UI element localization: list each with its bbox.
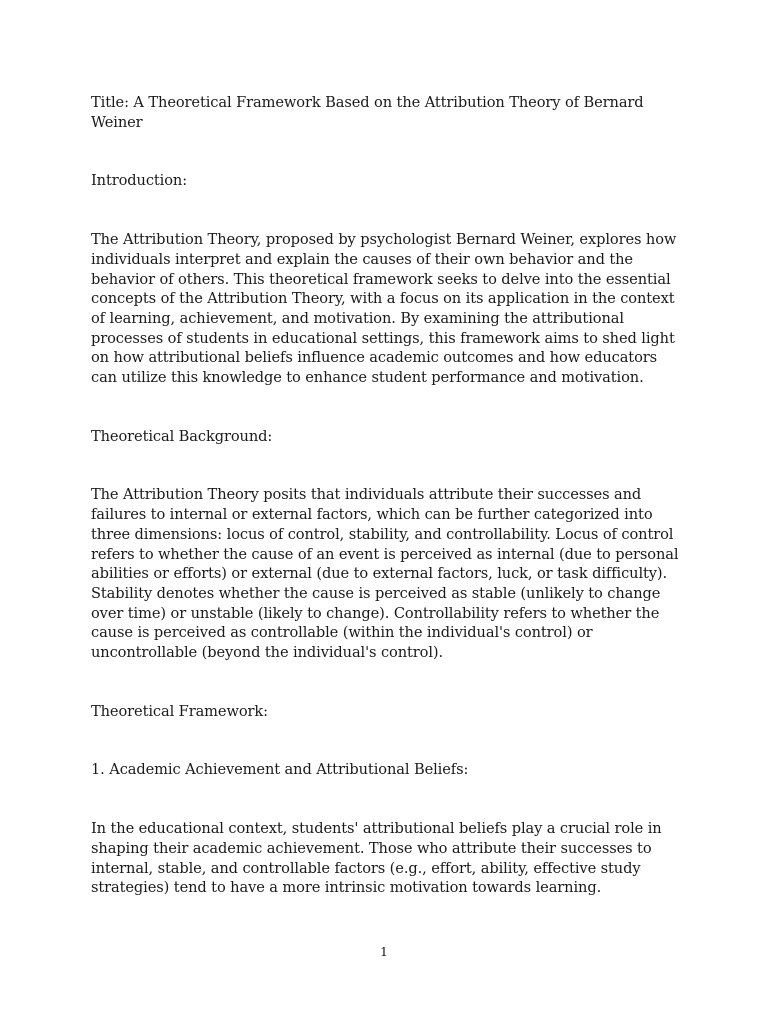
section1-paragraph: In the educational context, students' attributional beliefs play a crucial role in shaping their academic achievement. Those who attribute their successes to internal, stable, and controllable factors (e.g., effort, ability, effective study strategies) tend to have a more intrinsic motivation towards learning. — [91, 820, 662, 897]
background-heading: Theoretical Background: — [91, 427, 273, 445]
introduction-paragraph: The Attribution Theory, proposed by psychologist Bernard Weiner, explores how individuals interpret and explain the causes of their own behavior and the behavior of others. This theoretical framework seeks to delve into the essential concepts of the Attribution Theory, with a focus on its application in the context of learning, achievement, and motivation. By examining the attributional processes of students in educational settings, this framework aims to shed light on how attributional beliefs influence academic outcomes and how educators can utilize this knowledge to enhance student performance and motivation. — [91, 231, 677, 387]
page-number: 1 — [380, 944, 388, 959]
section1-heading: 1. Academic Achievement and Attributional Beliefs: — [91, 761, 469, 779]
document-title: Title: A Theoretical Framework Based on the Attribution Theory of Bernard Weiner — [91, 94, 644, 131]
background-paragraph: The Attribution Theory posits that individuals attribute their successes and failures to internal or external factors, which can be further categorized into three dimensions: locus of control, stability, and controllability. Locus of control refers to whether the cause of an event is perceived as internal (due to personal abilities or efforts) or external (due to external factors, luck, or task difficulty). Stability denotes whether the cause is perceived as stable (unlikely to change over time) or unstable (likely to change). Controllability refers to whether the cause is perceived as controllable (within the individual's control) or uncontrollable (beyond the individual's control). — [91, 486, 679, 662]
framework-heading: Theoretical Framework: — [91, 702, 268, 720]
introduction-heading: Introduction: — [91, 172, 188, 190]
document-body — [91, 93, 681, 898]
